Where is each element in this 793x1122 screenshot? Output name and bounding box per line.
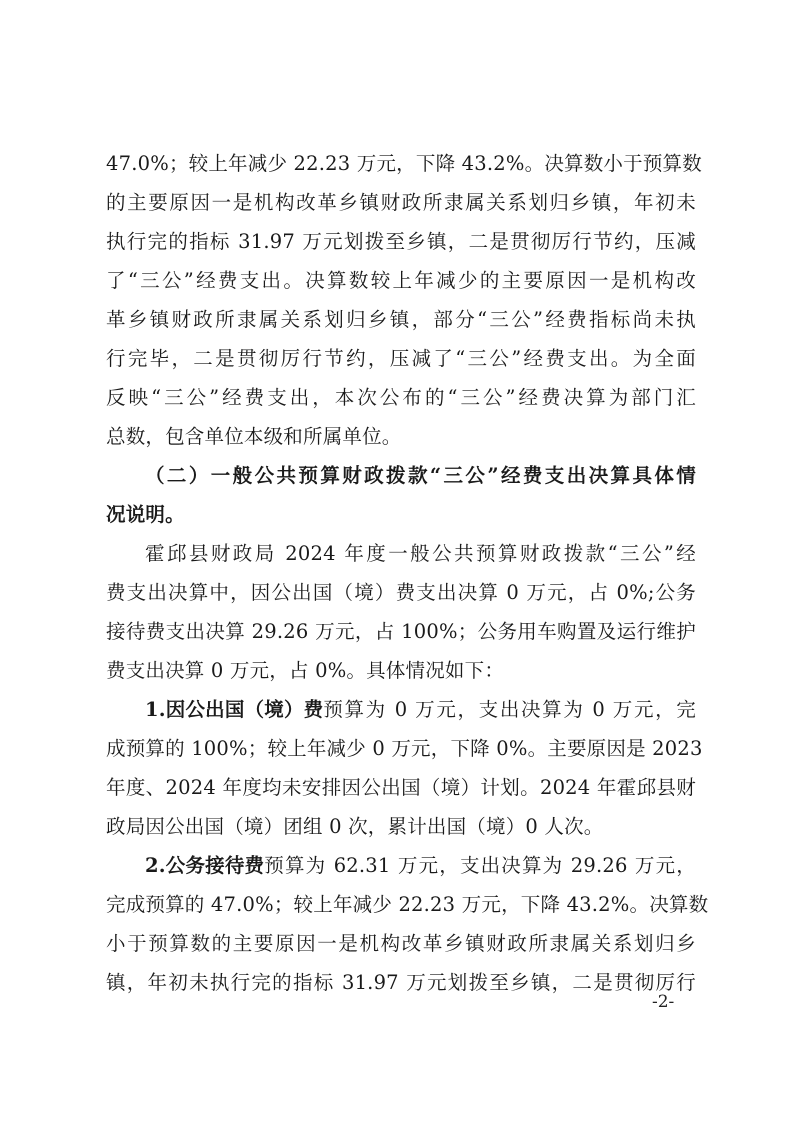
paragraph-line: 费支出决算中，因公出国（境）费支出决算 0 万元，占 0%;公务 xyxy=(106,581,696,604)
paragraph-line: 47.0%；较上年减少 22.23 万元，下降 43.2%。决算数小于预算数 xyxy=(106,152,702,175)
page-number: -2- xyxy=(652,992,675,1012)
item1-label: 1.因公出国（境）费 xyxy=(145,698,324,721)
item1-text: 预算为 0 万元，支出决算为 0 万元，完 xyxy=(323,698,696,721)
item2-text: 预算为 62.31 万元，支出决算为 29.26 万元， xyxy=(264,854,696,877)
paragraph-line: 总数，包含单位本级和所属单位。 xyxy=(106,425,402,448)
paragraph-line: 年度、2024 年度均未安排因公出国（境）计划。2024 年霍邱县财 xyxy=(106,776,696,799)
section-heading-continued: 况说明。 xyxy=(106,503,185,526)
paragraph-line: 成预算的 100%；较上年减少 0 万元，下降 0%。主要原因是 2023 xyxy=(106,737,703,760)
paragraph-line: 执行完的指标 31.97 万元划拨至乡镇，二是贯彻厉行节约，压减 xyxy=(106,230,696,253)
item2-label: 2.公务接待费 xyxy=(145,854,265,877)
paragraph-line: 霍邱县财政局 2024 年度一般公共预算财政拨款“三公”经 xyxy=(145,542,696,565)
paragraph-line: 革乡镇财政所隶属关系划归乡镇，部分“三公”经费指标尚未执 xyxy=(106,308,696,331)
paragraph-line: 小于预算数的主要原因一是机构改革乡镇财政所隶属关系划归乡 xyxy=(106,932,696,955)
paragraph-line: 了“三公”经费支出。决算数较上年减少的主要原因一是机构改 xyxy=(106,269,696,292)
paragraph-line: 的主要原因一是机构改革乡镇财政所隶属关系划归乡镇，年初未 xyxy=(106,191,696,214)
paragraph-line: 镇，年初未执行完的指标 31.97 万元划拨至乡镇，二是贯彻厉行 xyxy=(106,971,696,994)
paragraph-line: 政局因公出国（境）团组 0 次，累计出国（境）0 人次。 xyxy=(106,815,604,838)
item2-first-line xyxy=(145,846,696,886)
paragraph-line: 完成预算的 47.0%；较上年减少 22.23 万元，下降 43.2%。决算数 xyxy=(106,893,709,916)
paragraph-line: 反映“三公”经费支出，本次公布的“三公”经费决算为部门汇 xyxy=(106,386,696,409)
paragraph-line: 行完毕，二是贯彻厉行节约，压减了“三公”经费支出。为全面 xyxy=(106,347,696,370)
section-heading: （二）一般公共预算财政拨款“三公”经费支出决算具体情 xyxy=(145,464,696,487)
item1-first-line xyxy=(145,690,696,730)
paragraph-line: 接待费支出决算 29.26 万元，占 100%；公务用车购置及运行维护 xyxy=(106,620,696,643)
paragraph-line: 费支出决算 0 万元，占 0%。具体情况如下： xyxy=(106,659,505,682)
